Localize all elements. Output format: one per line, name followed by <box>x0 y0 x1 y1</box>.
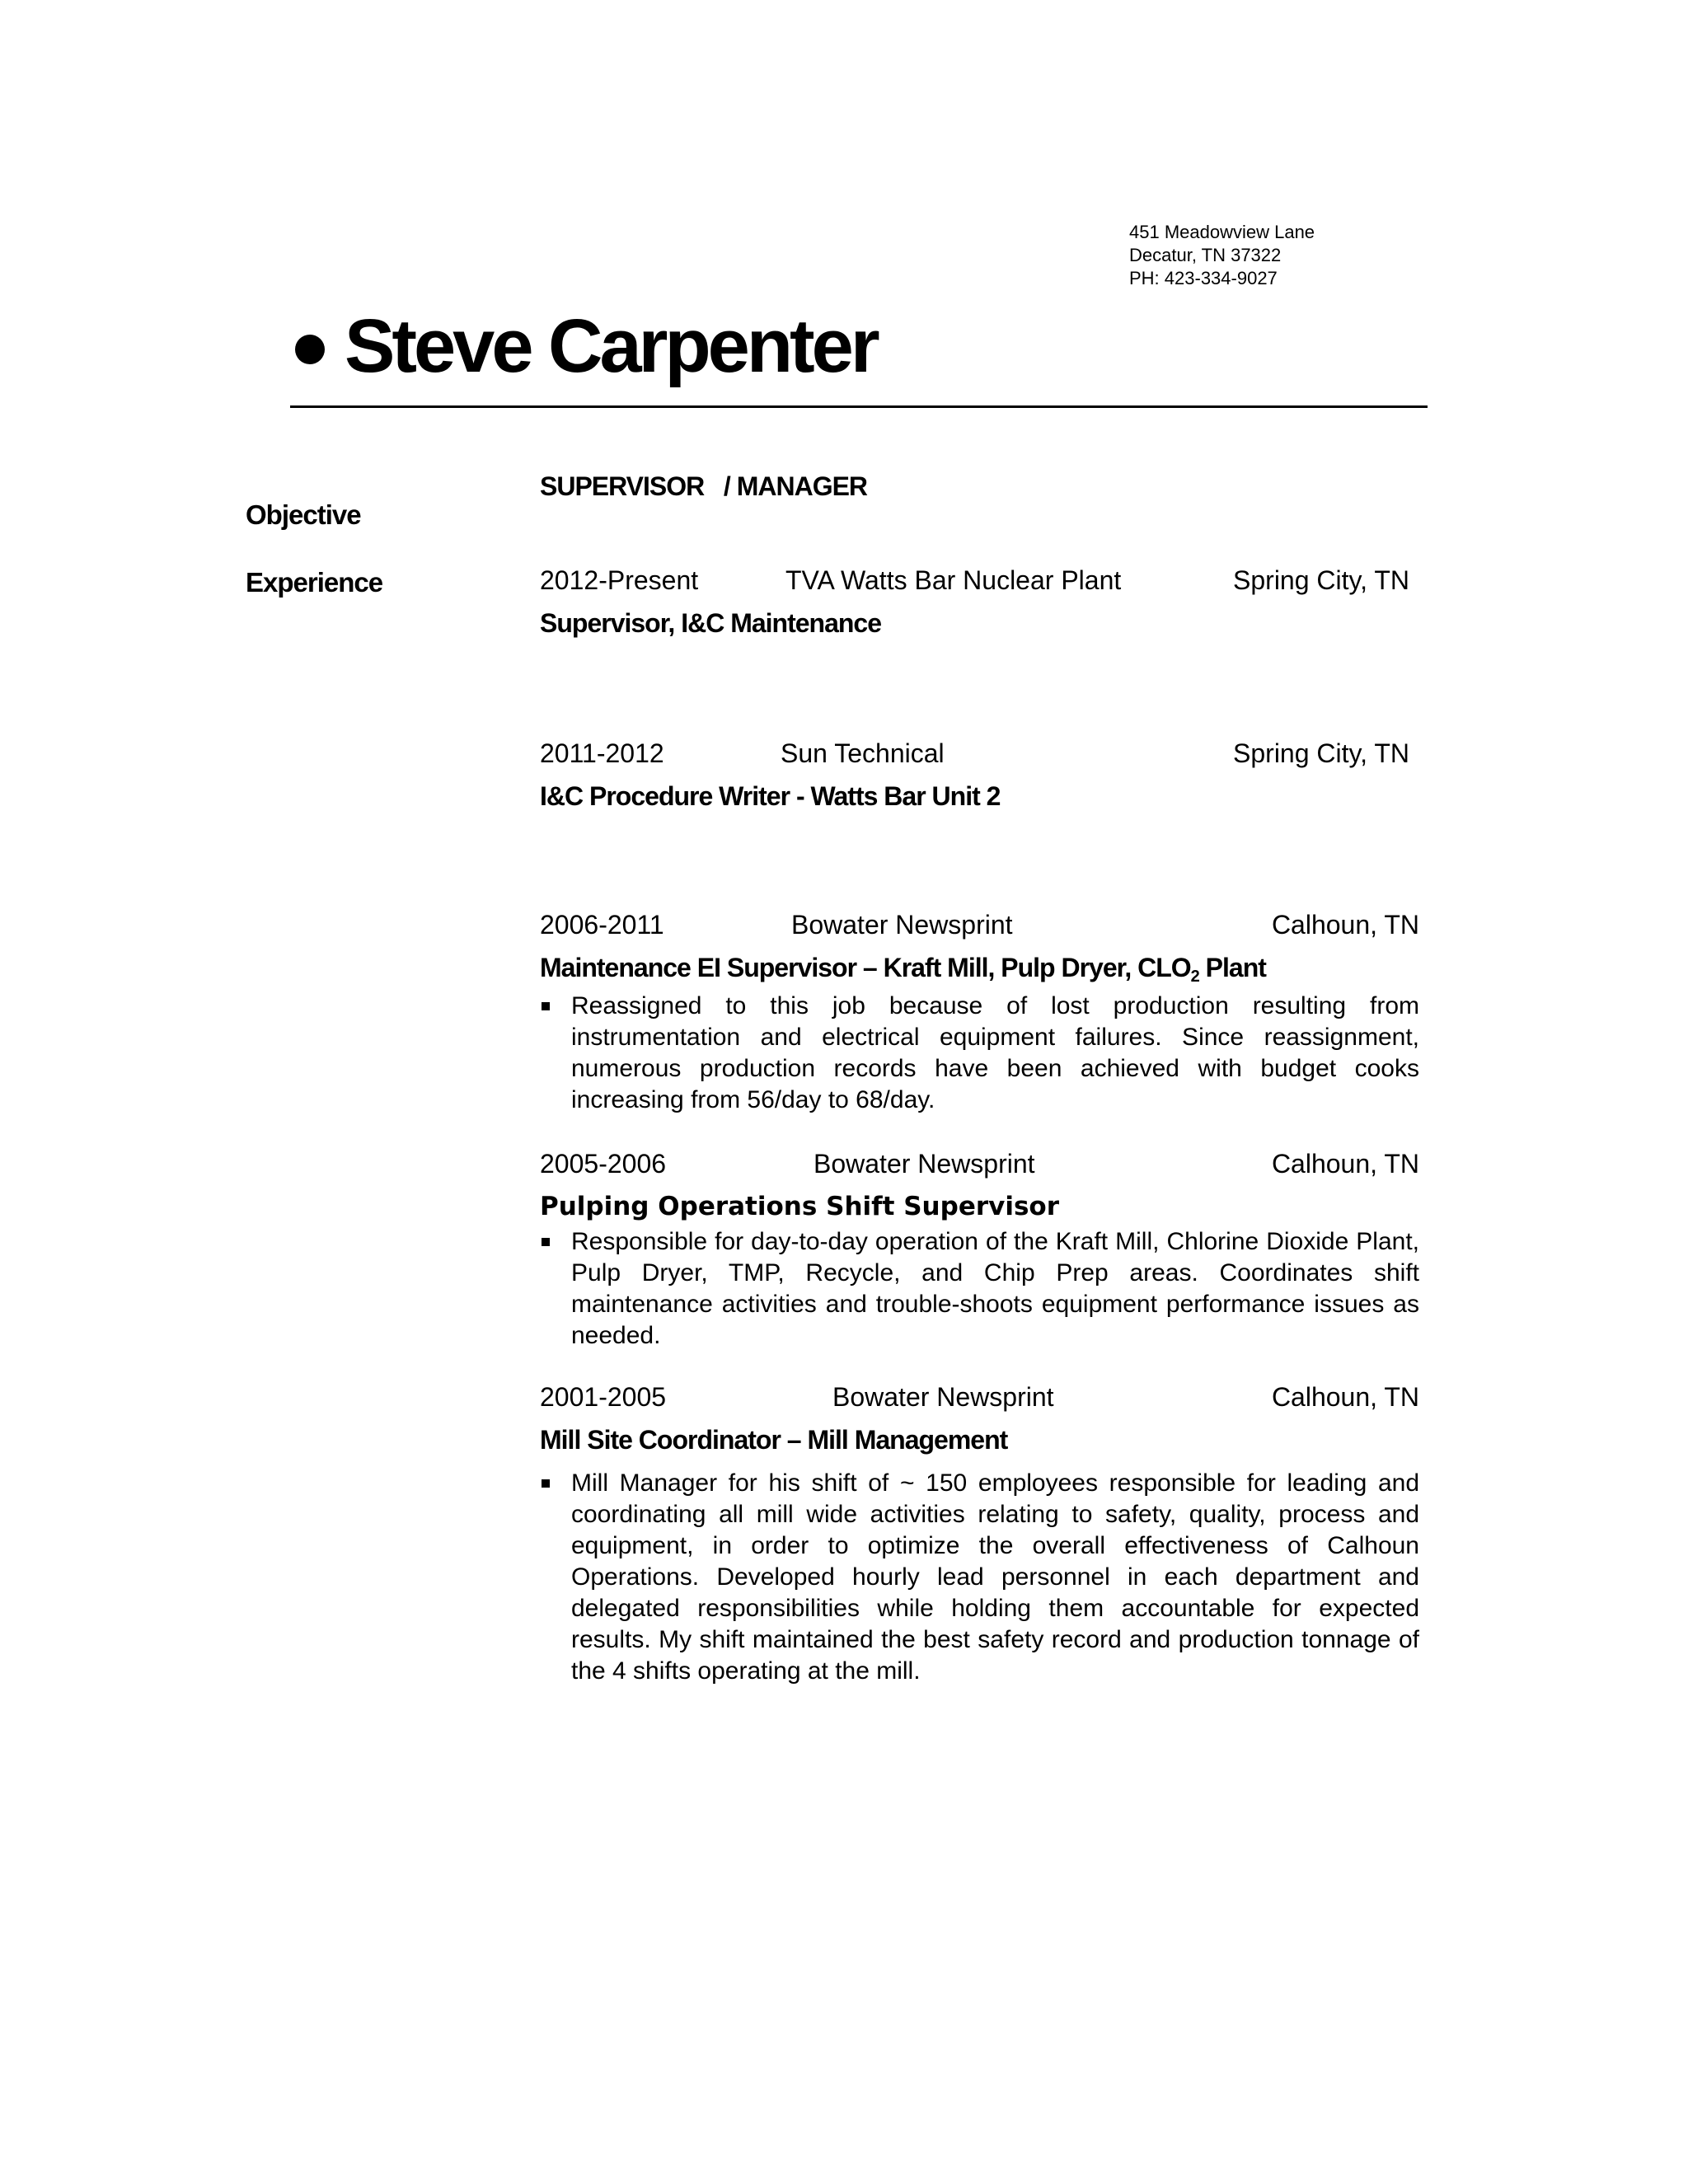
job-company: Bowater Newsprint <box>791 910 1013 940</box>
bullet-icon <box>295 335 325 364</box>
job-title: I&C Procedure Writer - Watts Bar Unit 2 <box>540 781 1001 811</box>
job-dates: 2011-2012 <box>540 738 664 768</box>
job-entry <box>540 1147 1419 1352</box>
job-company: Sun Technical <box>781 738 945 768</box>
header-divider <box>290 405 1428 408</box>
job-description <box>540 1468 1419 1687</box>
job-dates: 2001-2005 <box>540 1382 667 1412</box>
job-entry <box>540 737 1419 813</box>
job-header <box>540 1147 1419 1180</box>
job-entry <box>540 564 1419 640</box>
objective-title: SUPERVISOR / MANAGER <box>540 471 868 501</box>
job-description <box>540 991 1419 1116</box>
job-entry <box>540 1380 1419 1687</box>
job-description-text: Reassigned to this job because of lost production resulting from instrumentation and electrical equipment failures. Since reassignment, numerous production records have been achieved with budget cooks increasing from 56/day to 68/day. <box>571 992 1419 1113</box>
job-title: Supervisor, I&C Maintenance <box>540 608 882 638</box>
job-header <box>540 908 1419 941</box>
job-title-end: Plant <box>1198 953 1266 982</box>
job-location: Spring City, TN <box>1233 565 1409 595</box>
job-company: Bowater Newsprint <box>814 1149 1035 1179</box>
job-company: TVA Watts Bar Nuclear Plant <box>785 565 1122 595</box>
job-dates: 2006-2011 <box>540 910 664 940</box>
job-header <box>540 1380 1419 1413</box>
objective-label: Objective <box>246 499 361 530</box>
job-location: Calhoun, TN <box>1271 1149 1419 1179</box>
job-dates: 2005-2006 <box>540 1149 667 1179</box>
square-bullet-icon <box>542 1238 550 1246</box>
job-title: Pulping Operations Shift Supervisor <box>540 1192 1060 1221</box>
job-dates: 2012-Present <box>540 565 699 595</box>
job-location: Calhoun, TN <box>1271 1382 1419 1412</box>
job-header <box>540 737 1419 770</box>
job-location: Calhoun, TN <box>1271 910 1419 940</box>
contact-phone: PH: 423-334-9027 <box>1129 268 1278 288</box>
job-title: Mill Site Coordinator – Mill Management <box>540 1425 1008 1455</box>
job-description <box>540 1226 1419 1352</box>
job-description-text: Responsible for day-to-day operation of the Kraft Mill, Chlorine Dioxide Plant, Pulp Dryer, TMP, Recycle, and Chip Prep areas. Coordinates shift maintenance activities and trouble-shoots equipment performance issues as needed. <box>571 1228 1419 1349</box>
square-bullet-icon <box>542 1479 550 1488</box>
job-company: Bowater Newsprint <box>832 1382 1054 1412</box>
contact-block <box>1129 221 1315 290</box>
job-title-subscript: 2 <box>1190 968 1199 986</box>
job-title <box>540 951 1419 984</box>
job-title-main: Maintenance EI Supervisor – Kraft Mill, Pulp Dryer, CLO <box>540 953 1191 982</box>
contact-city: Decatur, TN 37322 <box>1129 245 1282 265</box>
experience-label: Experience <box>246 567 383 598</box>
job-location: Spring City, TN <box>1233 738 1409 768</box>
job-description-text: Mill Manager for his shift of ~ 150 employees responsible for leading and coordinating all mill wide activities relating to safety, quality, process and equipment, in order to optimize the overall effectiveness of Calhoun Operations. Developed hourly lead personnel in each department and delegated responsibilities while holding them accountable for expected results. My shift maintained the best safety record and production tonnage of the 4 shifts operating at the mill. <box>571 1469 1419 1685</box>
name-heading <box>295 305 877 387</box>
job-header <box>540 564 1419 597</box>
person-name: Steve Carpenter <box>345 304 877 388</box>
contact-street: 451 Meadowview Lane <box>1129 222 1315 242</box>
square-bullet-icon <box>542 1002 550 1010</box>
job-entry <box>540 908 1419 1116</box>
